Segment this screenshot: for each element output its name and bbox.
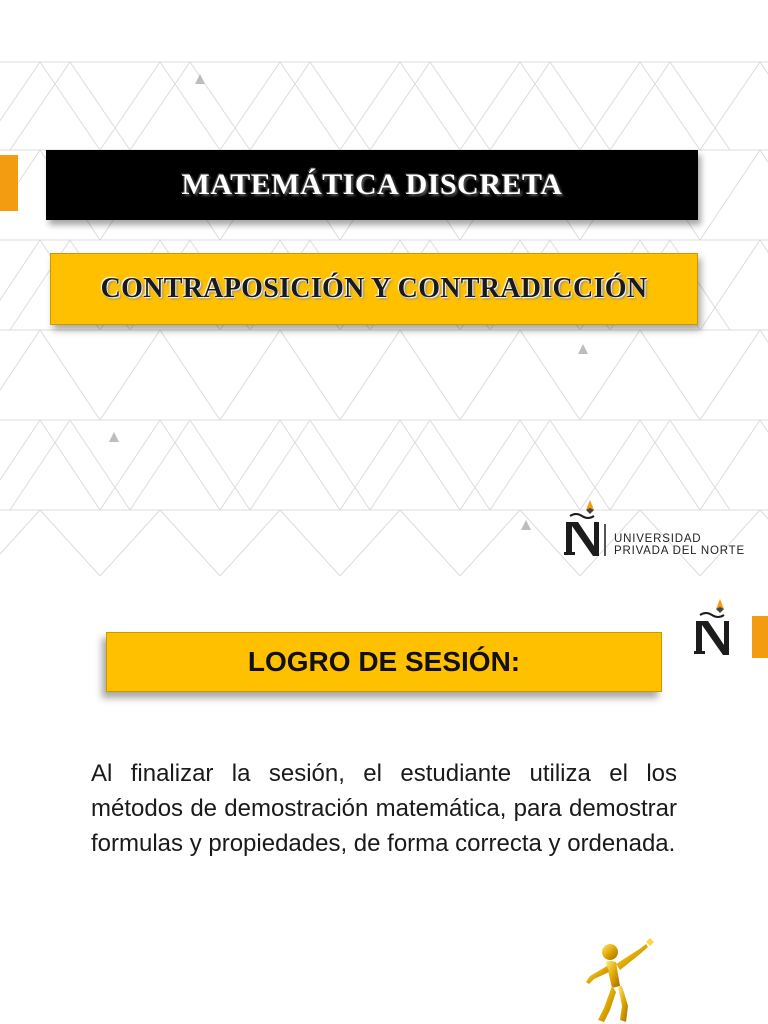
university-name-line2: PRIVADA DEL NORTE — [614, 545, 745, 557]
course-title-banner — [46, 150, 698, 220]
university-name — [614, 533, 745, 557]
university-name-line1: UNIVERSIDAD — [614, 533, 702, 545]
topic-title: CONTRAPOSICIÓN Y CONTRADICCIÓN — [100, 273, 648, 304]
session-goal-slide — [0, 576, 768, 1024]
golden-figure-icon — [576, 936, 666, 1024]
session-goal-heading-box — [106, 632, 662, 692]
accent-bar-right — [752, 616, 768, 658]
session-goal-text: Al finalizar la sesión, el estudiante utiliza el los métodos de demostración matemática, para demostrar formulas y propiedades, de forma correcta y ordenada. — [91, 760, 677, 857]
course-title: MATEMÁTICA DISCRETA — [181, 168, 563, 201]
accent-bar-left — [0, 155, 18, 211]
upn-logo-icon — [562, 500, 602, 558]
topic-title-banner — [50, 253, 698, 325]
upn-logo-icon — [692, 598, 732, 658]
session-goal-heading: LOGRO DE SESIÓN: — [247, 646, 521, 677]
logo-separator — [604, 524, 606, 556]
